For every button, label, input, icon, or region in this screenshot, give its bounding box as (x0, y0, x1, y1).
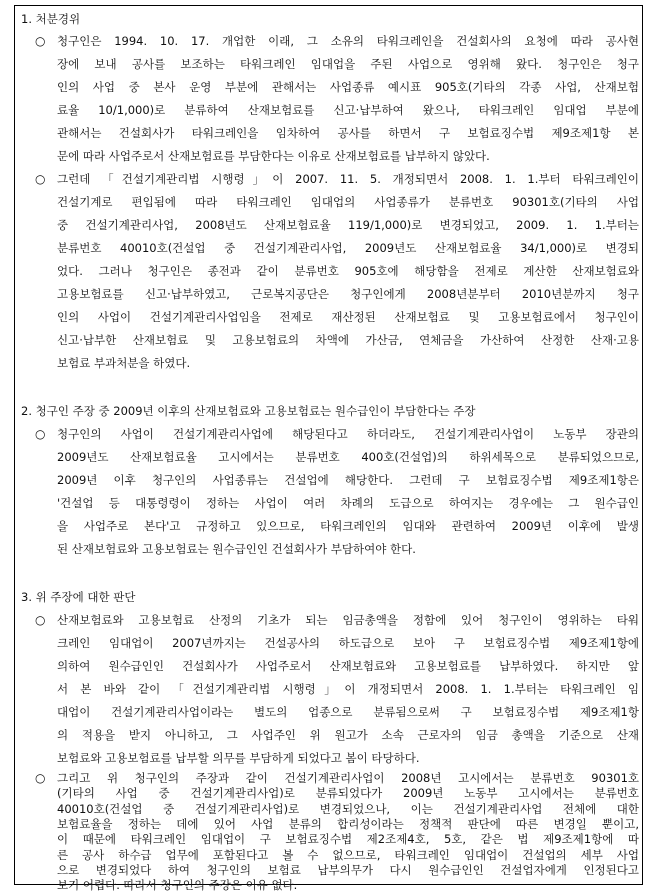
bullet-marker: ○ (35, 613, 46, 627)
section-heading: 2. 청구인 주장 중 2009년 이후의 산재보험료와 고용보험료는 원수급인이 부담한다는 주장 (21, 404, 476, 418)
paragraph-line: 건설기계로 편입됨에 따라 타워크레인 임대업의 사업종류가 분류번호 90301호(기타의 사업 (57, 195, 639, 209)
paragraph-line: 으로 변경되었다 하여 청구인의 보험료 납부의무가 다시 원수급인인 건설업자에게 인정된다고 (57, 862, 639, 877)
paragraph-line: 고용보험료를 신고·납부하였고, 근로복지공단은 청구인에게 2008년분부터 2010년분까지 청구 (57, 287, 639, 301)
paragraph-line: 관해서는 건설회사가 타워크레인을 임차하여 공사를 하면서 구 보험료징수법 제9조제1항 본 (57, 126, 639, 140)
paragraph-line: '건설업 등 대통령령이 정하는 사업이 여러 차례의 도급으로 하여지는 경우에는 그 원수급인 (57, 496, 639, 510)
paragraph-line: 보험료 부과처분을 하였다. (57, 356, 191, 370)
paragraph-line: 문에 따라 사업주로서 산재보험료를 부담한다는 이유로 산재보험료를 납부하지 않았다. (57, 149, 490, 163)
paragraph-line: 2009년도 산재보험료율 고시에서는 분류번호 400호(건설업)의 하위세목으로 분류되었으므로, (57, 450, 639, 464)
paragraph-line: 2009년 이후 청구인의 사업종류는 건설업에 해당한다. 그런데 구 보험료징수법 제9조제1항은 (57, 473, 639, 487)
bullet-marker: ○ (35, 34, 46, 48)
paragraph-line: 보기 어렵다. 따라서 청구인의 주장은 이유 없다. (57, 878, 298, 893)
paragraph-line: 신고·납부한 산재보험료 및 고용보험료의 차액에 가산금, 연체금을 가산하여 산정한 산재·고용 (57, 333, 639, 347)
paragraph-line: 이 때문에 타워크레인 임대업이 구 보험료징수법 제2조제4호, 5호, 같은 법 제9조제1항에 따 (57, 832, 639, 847)
paragraph-line: 장에 보내 공사를 보조하는 타워크레인 임대업을 주된 사업으로 영위해 왔다. 청구인은 청구 (57, 57, 639, 71)
paragraph-line: 을 사업주로 본다'고 규정하고 있으므로, 타워크레인의 임대와 관련하여 2009년 이후에 발생 (57, 519, 639, 533)
paragraph-line: 대업이 건설기계관리사업이라는 별도의 업종으로 분류됨으로써 구 보험료징수법 제9조제1항 (57, 705, 639, 719)
paragraph-line: 그리고 위 청구인의 주장과 같이 건설기계관리사업이 2008년 고시에서는 분류번호 90301호 (57, 771, 639, 785)
paragraph-line: 었다. 그러나 청구인은 종전과 같이 분류번호 905호에 해당함을 전제로 계산한 산재보험료와 (57, 264, 639, 278)
paragraph-line: (기타의 사업 중 건설기계관리사업)로 분류되었다가 2009년 노동부 고시에서는 분류번호 (57, 786, 639, 801)
paragraph-line: 른 공사 하수급 업무에 포함된다고 볼 수 없으므로, 타워크레인 임대업이 건설업의 세부 사업 (57, 847, 639, 862)
paragraph-line: 의하여 원수급인인 건설회사가 사업주로서 산재보험료와 고용보험료를 납부하였다. 하지만 앞 (57, 659, 639, 673)
bullet-marker: ○ (35, 427, 46, 441)
paragraph-line: 서 본 바와 같이 「건설기계관리법 시행령」이 개정되면서 2008. 1. 1.부터는 타워크레인 임 (57, 682, 639, 696)
paragraph-line: 의 적용을 받지 아니하고, 그 사업주인 위 원고가 소속 근로자의 임금 총액을 기준으로 산재 (57, 728, 639, 742)
paragraph-line: 인의 사업 중 본사 운영 부분에 관해서는 사업종류 예시표 905호(기타의 각종 사업, 산재보험 (57, 80, 639, 94)
paragraph-line: 보험료율을 정하는 데에 있어 사업 분류의 합리성이라는 정책적 판단에 따른 변경일 뿐이고, (57, 816, 639, 831)
paragraph-line: 인의 사업이 건설기계관리사업임을 전제로 재산정된 산재보험료 및 고용보험료에서 청구인이 (57, 310, 639, 324)
paragraph-line: 된 산재보험료와 고용보험료는 원수급인인 건설회사가 부담하여야 한다. (57, 542, 416, 556)
document-box (14, 5, 643, 893)
paragraph-line: 청구인은 1994. 10. 17. 개업한 이래, 그 소유의 타워크레인을 건설회사의 요청에 따라 공사현 (57, 34, 639, 48)
bullet-marker: ○ (35, 771, 46, 785)
paragraph-line: 중 건설기계관리사업, 2008년도 산재보험료율 119/1,000)로 변경되었고, 2009. 1. 1.부터는 (57, 218, 639, 232)
paragraph-line: 분류번호 40010호(건설업 중 건설기계관리사업, 2009년도 산재보험료율 34/1,000)로 변경되 (57, 241, 639, 255)
bullet-marker: ○ (35, 172, 46, 186)
section-heading: 3. 위 주장에 대한 판단 (21, 590, 136, 604)
section-heading: 1. 처분경위 (21, 12, 81, 26)
paragraph-line: 료율 10/1,000)로 분류하여 산재보험료를 신고·납부하여 왔으나, 타워크레인 임대업 부분에 (57, 103, 639, 117)
paragraph-line: 크레인 임대업이 2007년까지는 건설공사의 하도급으로 보아 구 보험료징수법 제9조제1항에 (57, 636, 639, 650)
paragraph-line: 40010호(건설업 중 건설기계관리사업)로 변경되었으나, 이는 건설기계관리사업 전체에 대한 (57, 801, 639, 816)
paragraph-line: 청구인의 사업이 건설기계관리사업에 해당된다고 하더라도, 건설기계관리사업이 노동부 장관의 (57, 427, 639, 441)
paragraph-line: 보험료와 고용보험료를 납부할 의무를 부담하게 되었다고 봄이 타당하다. (57, 751, 420, 765)
paragraph-line: 그런데 「건설기계관리법 시행령」이 2007. 11. 5. 개정되면서 2008. 1. 1.부터 타워크레인이 (57, 172, 639, 186)
paragraph-line: 산재보험료와 고용보험료 산정의 기초가 되는 임금총액을 정함에 있어 청구인이 영위하는 타워 (57, 613, 639, 627)
